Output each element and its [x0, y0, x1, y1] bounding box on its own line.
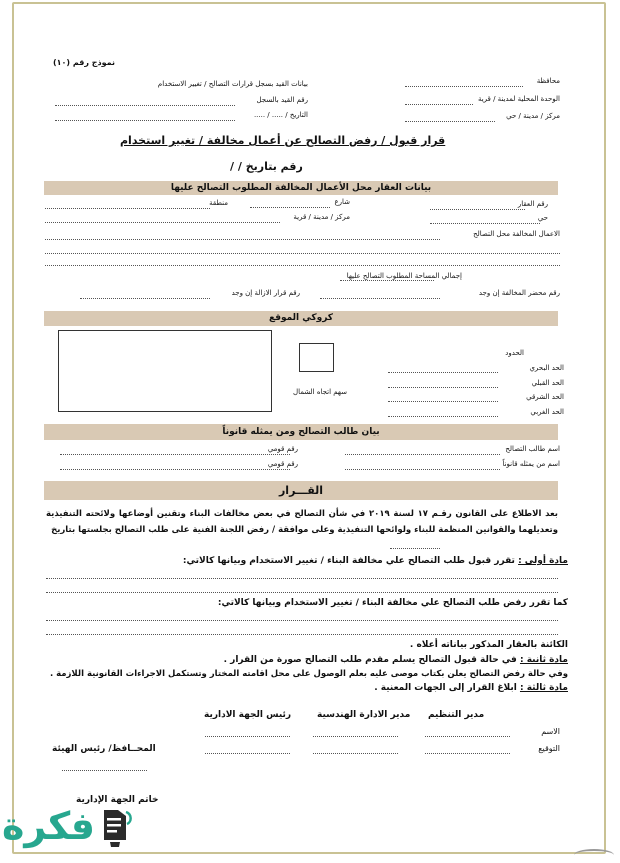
property-no-field[interactable] — [430, 209, 525, 210]
article3-text: ابلاغ القرار إلى الجهات المعنية . — [374, 683, 517, 693]
applicant-id-label: رقم قومي — [267, 445, 298, 453]
property-band: بيانات العقار محل الأعمال المخالفة المطلوب التصالح عليها — [44, 181, 558, 195]
sketch-area[interactable] — [58, 330, 272, 412]
header-date-field[interactable] — [55, 120, 235, 121]
article1-label: مادة أولى : — [518, 556, 568, 566]
applicant-name-label: اسم طالب التصالح — [505, 445, 560, 453]
planning-name-field[interactable] — [425, 736, 510, 737]
decision-number-date: رقم بتاريخ / / — [230, 160, 303, 173]
street-field[interactable] — [250, 207, 330, 208]
fikra-logo-text: فكرة — [2, 804, 96, 848]
article2-row — [224, 655, 568, 665]
engineering-director-label: مدير الادارة الهندسية — [317, 710, 411, 720]
rep-id-field[interactable] — [60, 469, 290, 470]
fikra-logo — [2, 798, 152, 858]
violations-field-2[interactable] — [45, 253, 560, 254]
district-label: مركز / مدينة / حي — [506, 112, 560, 120]
report-no-label: رقم محضر المخالفة إن وجد — [478, 289, 560, 297]
article1-field-2[interactable] — [46, 592, 558, 593]
west-border-label: الحد الغربي — [530, 408, 564, 416]
north-arrow-box[interactable] — [299, 343, 334, 372]
west-border-field[interactable] — [388, 416, 498, 417]
model-number: نموذج رقم (١٠) — [52, 58, 115, 67]
district-field[interactable] — [405, 121, 495, 122]
admin-signature-field[interactable] — [205, 753, 290, 754]
removal-no-label: رقم قرار الازالة إن وجد — [231, 289, 300, 297]
local-unit-label: الوحدة المحلية لمدينة / قرية — [477, 95, 560, 103]
governor-signature-field[interactable] — [62, 770, 147, 771]
applicant-band: بيان طالب التصالح ومن يمثله قانوناً — [44, 424, 558, 440]
located-text: الكائنة بالعقار المذكور بياناته أعلاه . — [409, 640, 568, 650]
article1-row — [183, 556, 568, 566]
page-corner-decoration — [574, 849, 614, 861]
engineering-name-field[interactable] — [313, 736, 398, 737]
reject-field-1[interactable] — [46, 620, 558, 621]
committee-date-field[interactable] — [390, 548, 440, 549]
area-field[interactable] — [45, 208, 210, 209]
east-border-label: الحد الشرقي — [526, 393, 564, 401]
south-border-field[interactable] — [388, 387, 498, 388]
applicant-name-field[interactable] — [345, 454, 500, 455]
signature-row-label: التوقيع — [538, 744, 560, 753]
article1-text: تقرر قبول طلب التصالح علي مخالفة البناء / تغيير الاستخدام وبيانها كالاتي: — [182, 556, 515, 566]
total-area-label: إجمالي المساحة المطلوب التصالح عليها — [346, 272, 462, 280]
lightbulb-book-icon — [98, 806, 132, 848]
decision-band: القـــرار — [44, 481, 558, 500]
hay-field[interactable] — [430, 223, 540, 224]
register-data-label: بيانات القيد بسجل قرارات التصالح / تغيير الاستخدام — [157, 80, 308, 88]
violations-label: الاعمال المخالفة محل التصالح — [473, 230, 560, 238]
article2b-text: وفي حالة رفض التصالح يعلن بكتاب موصى عليه بعلم الوصول على محل اقامته المختار وتستكمل الاجراءات القانونية اللازمة . — [49, 669, 568, 679]
borders-label: الحدود — [505, 349, 524, 357]
register-no-label: رقم القيد بالسجل — [256, 96, 308, 104]
article3-row — [374, 683, 568, 693]
hay-label: حي — [537, 214, 548, 222]
engineering-signature-field[interactable] — [313, 753, 398, 754]
rep-name-field[interactable] — [345, 469, 500, 470]
governorate-field[interactable] — [405, 86, 523, 87]
sketch-band: كروكي الموقع — [44, 311, 558, 326]
planning-director-label: مدير التنظيم — [428, 710, 485, 720]
article2-text: في حالة قبول التصالح يسلم مقدم طلب التصالح صورة من القرار . — [223, 655, 517, 665]
violations-field-3[interactable] — [45, 265, 560, 266]
report-no-field[interactable] — [320, 298, 440, 299]
header-date-label: التاريخ / ..... / ..... — [253, 111, 308, 119]
rep-name-label: اسم من يمثله قانوناً — [502, 460, 560, 468]
north-border-field[interactable] — [388, 372, 498, 373]
north-arrow-label: سهم اتجاه الشمال — [293, 388, 348, 396]
article1-field-1[interactable] — [46, 578, 558, 579]
form-title: قرار قبول / رفض التصالح عن أعمال مخالفة / تغيير استخدام — [120, 134, 446, 147]
applicant-id-field[interactable] — [60, 454, 290, 455]
decision-preamble: بعد الاطلاع على القانون رقـم ١٧ لسنة ٢٠١٩ في شأن التصالح في بعض مخالفات البناء وتقنين أوضاعها ولائحته التنفيذية وتعديلهما والقوانين المنظمة للبناء ولوائحها التنفيذية وعلى موافقة / رفض اللجنة الفنية على طلب التصالح بجلستها بتاريخ — [46, 509, 558, 535]
property-district-label: مركز / مدينة / قرية — [293, 213, 350, 221]
property-no-label: رقم العقار — [517, 200, 548, 208]
street-label: شارع — [334, 198, 350, 206]
article2-label: مادة ثانية : — [519, 655, 568, 665]
rep-id-label: رقم قومي — [267, 460, 298, 468]
property-district-field[interactable] — [45, 222, 280, 223]
seal-label: خاتم الجهة الإدارية — [76, 795, 159, 805]
reject-text: كما تقرر رفض طلب التصالح علي مخالفة البناء / تغيير الاستخدام وبيانها كالاتي: — [217, 598, 568, 608]
governorate-label: محافظة — [536, 77, 560, 85]
removal-no-field[interactable] — [80, 298, 210, 299]
admin-head-label: رئيس الجهة الادارية — [204, 710, 292, 720]
local-unit-field[interactable] — [405, 104, 473, 105]
violations-field-1[interactable] — [45, 239, 440, 240]
area-label: منطقة — [209, 199, 228, 207]
south-border-label: الحد القبلي — [531, 379, 564, 387]
article3-label: مادة ثالثة : — [519, 683, 568, 693]
north-border-label: الحد البحري — [529, 364, 564, 372]
planning-signature-field[interactable] — [425, 753, 510, 754]
admin-name-field[interactable] — [205, 736, 290, 737]
total-area-field[interactable] — [340, 280, 434, 281]
name-row-label: الاسم — [541, 727, 560, 736]
register-no-field[interactable] — [55, 105, 235, 106]
governor-label: المحــافظ/ رئيس الهيئة — [52, 744, 156, 754]
reject-field-2[interactable] — [46, 634, 558, 635]
east-border-field[interactable] — [388, 401, 498, 402]
